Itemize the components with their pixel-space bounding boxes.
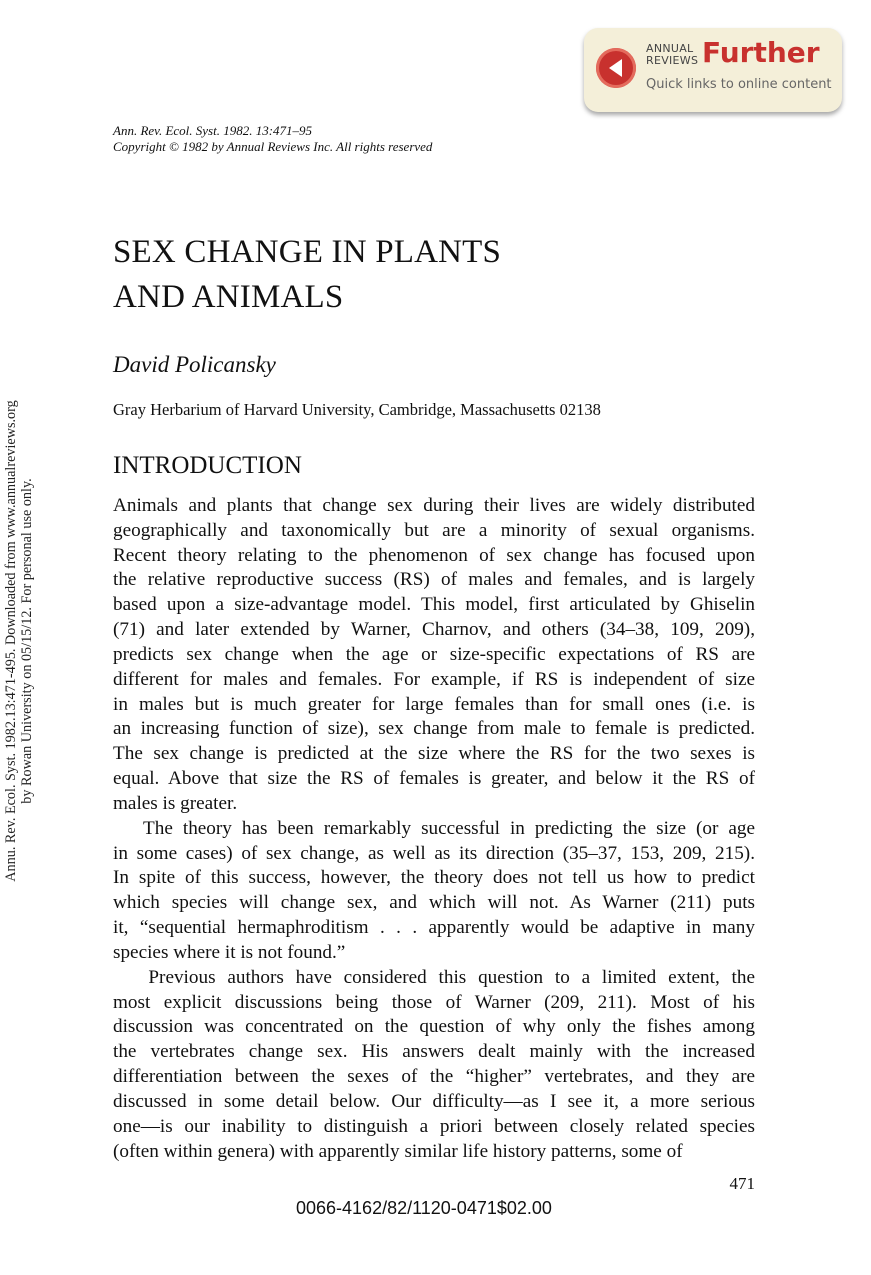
copyright-line: Copyright © 1982 by Annual Reviews Inc. All rights reserved bbox=[113, 139, 433, 154]
body-line: the vertebrates change sex. His answers dealt mainly with the increased bbox=[113, 1041, 755, 1063]
body-line: geographically and taxonomically but are a minority of sexual organisms. bbox=[113, 519, 755, 541]
body-line: it, “sequential hermaphroditism . . . apparently would be adaptive in many bbox=[113, 917, 755, 939]
article-title-line: SEX CHANGE IN PLANTS bbox=[113, 234, 502, 270]
article-code: 0066-4162/82/1120-0471$02.00 bbox=[296, 1198, 552, 1218]
body-line: males is greater. bbox=[113, 792, 238, 814]
body-line: the relative reproductive success (RS) of males and females, and is largely bbox=[113, 569, 755, 591]
body-line: which species will change sex, and which will not. As Warner (211) puts bbox=[113, 892, 755, 914]
body-line: most explicit discussions being those of Warner (209, 211). Most of his bbox=[113, 991, 755, 1013]
body-line: in some cases) of sex change, as well as its direction (35–37, 153, 209, 215). bbox=[113, 842, 755, 864]
body-line: Animals and plants that change sex during their lives are widely distributed bbox=[113, 495, 755, 516]
page-number: 471 bbox=[729, 1174, 755, 1193]
watermark-line: by Rowan University on 05/15/12. For personal use only. bbox=[19, 478, 35, 804]
body-line: discussion was concentrated on the question of why only the fishes among bbox=[113, 1016, 755, 1038]
article-title-line: AND ANIMALS bbox=[113, 279, 344, 315]
body-line: an increasing function of size), sex change from male to female is predicted. bbox=[113, 718, 755, 740]
body-line: equal. Above that size the RS of females is greater, and below it the RS of bbox=[113, 768, 755, 790]
author-name: David Policansky bbox=[113, 352, 276, 377]
badge-subtitle: Quick links to online content bbox=[646, 77, 832, 92]
body-line: Previous authors have considered this question to a limited extent, the bbox=[113, 966, 755, 988]
body-line: (71) and later extended by Warner, Charnov, and others (34–38, 109, 209), bbox=[113, 619, 755, 641]
body-line: predicts sex change when the age or size-specific expectations of RS are bbox=[113, 643, 755, 665]
badge-annual-label: ANNUAL bbox=[646, 42, 694, 55]
journal-citation: Ann. Rev. Ecol. Syst. 1982. 13:471–95 bbox=[113, 123, 313, 138]
play-back-icon bbox=[596, 48, 636, 88]
further-badge[interactable] bbox=[584, 28, 842, 112]
download-watermark bbox=[3, 361, 35, 921]
body-line: differentiation between the sexes of the “higher” vertebrates, and they are bbox=[113, 1066, 755, 1088]
body-line: different for males and females. For example, if RS is independent of size bbox=[113, 668, 755, 690]
watermark-line: Annu. Rev. Ecol. Syst. 1982.13:471-495. Downloaded from www.annualreviews.org bbox=[3, 400, 19, 882]
body-line: species where it is not found.” bbox=[113, 941, 346, 963]
body-line: in males but is much greater for large females than for small ones (i.e. is bbox=[113, 693, 755, 715]
section-heading: INTRODUCTION bbox=[113, 452, 302, 479]
badge-reviews-label: REVIEWS bbox=[646, 54, 699, 67]
body-line: Recent theory relating to the phenomenon of sex change has focused upon bbox=[113, 544, 755, 566]
body-line: The theory has been remarkably successful in predicting the size (or age bbox=[113, 817, 755, 839]
body-line: based upon a size-advantage model. This model, first articulated by Ghiselin bbox=[113, 594, 755, 616]
body-line: The sex change is predicted at the size where the RS for the two sexes is bbox=[113, 743, 755, 765]
body-line: (often within genera) with apparently similar life history patterns, some of bbox=[113, 1140, 683, 1162]
body-line: one—is our inability to distinguish a priori between closely related species bbox=[113, 1115, 755, 1137]
body-line: In spite of this success, however, the theory does not tell us how to predict bbox=[113, 867, 755, 889]
body-line: discussed in some detail below. Our difficulty—as I see it, a more serious bbox=[113, 1090, 755, 1112]
author-affiliation: Gray Herbarium of Harvard University, Cambridge, Massachusetts 02138 bbox=[113, 400, 601, 419]
badge-further-label: Further bbox=[702, 36, 820, 69]
